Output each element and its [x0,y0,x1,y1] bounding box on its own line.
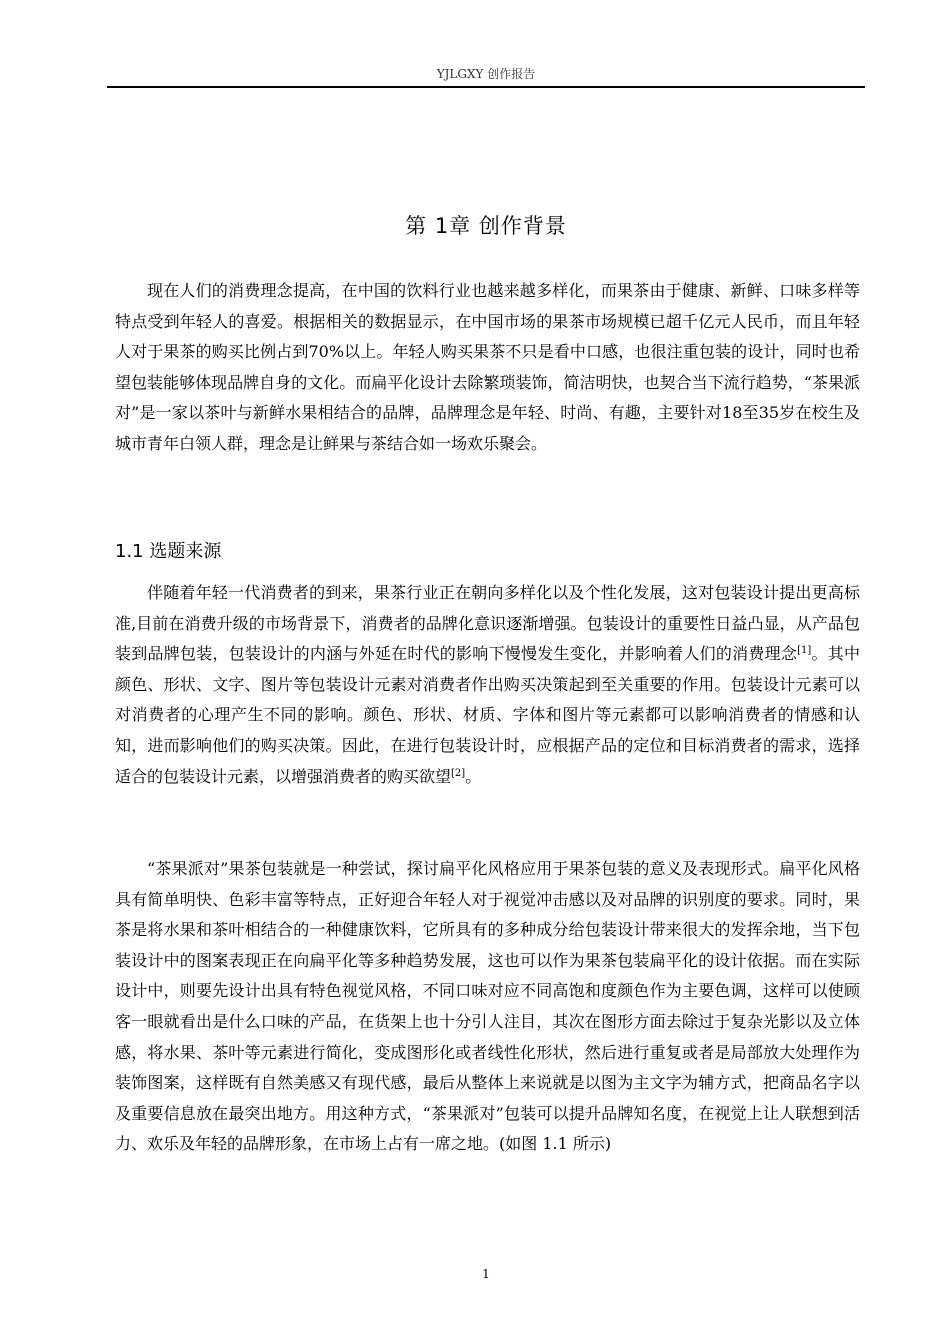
citation-ref-2: [2] [451,767,466,779]
paragraph-text: 。 [465,766,482,786]
citation-ref-1: [1] [797,645,812,657]
paragraph-text: 伴随着年轻一代消费者的到来，果茶行业正在朝向多样化以及个性化发展，这对包装设计提出更高标准,目前在消费升级的市场背景下，消费者的品牌化意识逐渐增强。包装设计的重要性日益凸显，从产品包装到品牌包装，包装设计的内涵与外延在时代的影响下慢慢发生变化，并影响着人们的消费理念 [115,583,860,664]
body-paragraph-1 [115,578,860,792]
chapter-title: 第 1章 创作背景 [405,214,567,238]
header-divider [107,86,865,88]
body-paragraph-2: “茶果派对”果茶包装就是一种尝试，探讨扁平化风格应用于果茶包装的意义及表现形式。扁平化风格具有简单明快、色彩丰富等特点，正好迎合年轻人对于视觉冲击感以及对品牌的识别度的要求。同时，果茶是将水果和茶叶相结合的一种健康饮料，它所具有的多种成分给包装设计带来很大的发挥余地，当下包装设计中的图案表现正在向扁平化等多种趋势发展，这也可以作为果茶包装扁平化的设计依据。而在实际设计中，则要先设计出具有特色视觉风格，不同口味对应不同高饱和度颜色作为主要色调，这样可以使顾客一眼就看出是什么口味的产品，在货架上也十分引人注目，其次在图形方面去除过于复杂光影以及立体感，将水果、茶叶等元素进行简化，变成图形化或者线性化形状，然后进行重复或者是局部放大处理作为装饰图案，这样既有自然美感又有现代感，最后从整体上来说就是以图为主文字为辅方式，把商品名字以及重要信息放在最突出地方。用这种方式，“茶果派对”包装可以提升品牌知名度，在视觉上让人联想到活力、欢乐及年轻的品牌形象，在市场上占有一席之地。(如图 1.1 所示) [115,859,860,1154]
paragraph-text: 。其中颜色、形状、文字、图片等包装设计元素对消费者作出购买决策起到至关重要的作用。包装设计元素可以对消费者的心理产生不同的影响。颜色、形状、材质、字体和图片等元素都可以影响消费者的情感和认知，进而影响他们的购买决策。因此，在进行包装设计时，应根据产品的定位和目标消费者的需求，选择适合的包装设计元素，以增强消费者的购买欲望 [115,644,860,786]
intro-paragraph: 现在人们的消费理念提高，在中国的饮料行业也越来越多样化，而果茶由于健康、新鲜、口味多样等特点受到年轻人的喜爱。根据相关的数据显示，在中国市场的果茶市场规模已超千亿元人民币，而且年轻人对于果茶的购买比例占到70%以上。年轻人购买果茶不只是看中口感，也很注重包装的设计，同时也希望包装能够体现品牌自身的文化。而扁平化设计去除繁琐装饰，简洁明快，也契合当下流行趋势，“茶果派对”是一家以茶叶与新鲜水果相结合的品牌，品牌理念是年轻、时尚、有趣，主要针对18至35岁在校生及城市青年白领人群，理念是让鲜果与茶结合如一场欢乐聚会。 [115,281,860,453]
page-number: 1 [482,1267,490,1281]
section-heading: 1.1 选题来源 [115,541,222,562]
running-header: YJLGXY 创作报告 [436,67,536,81]
